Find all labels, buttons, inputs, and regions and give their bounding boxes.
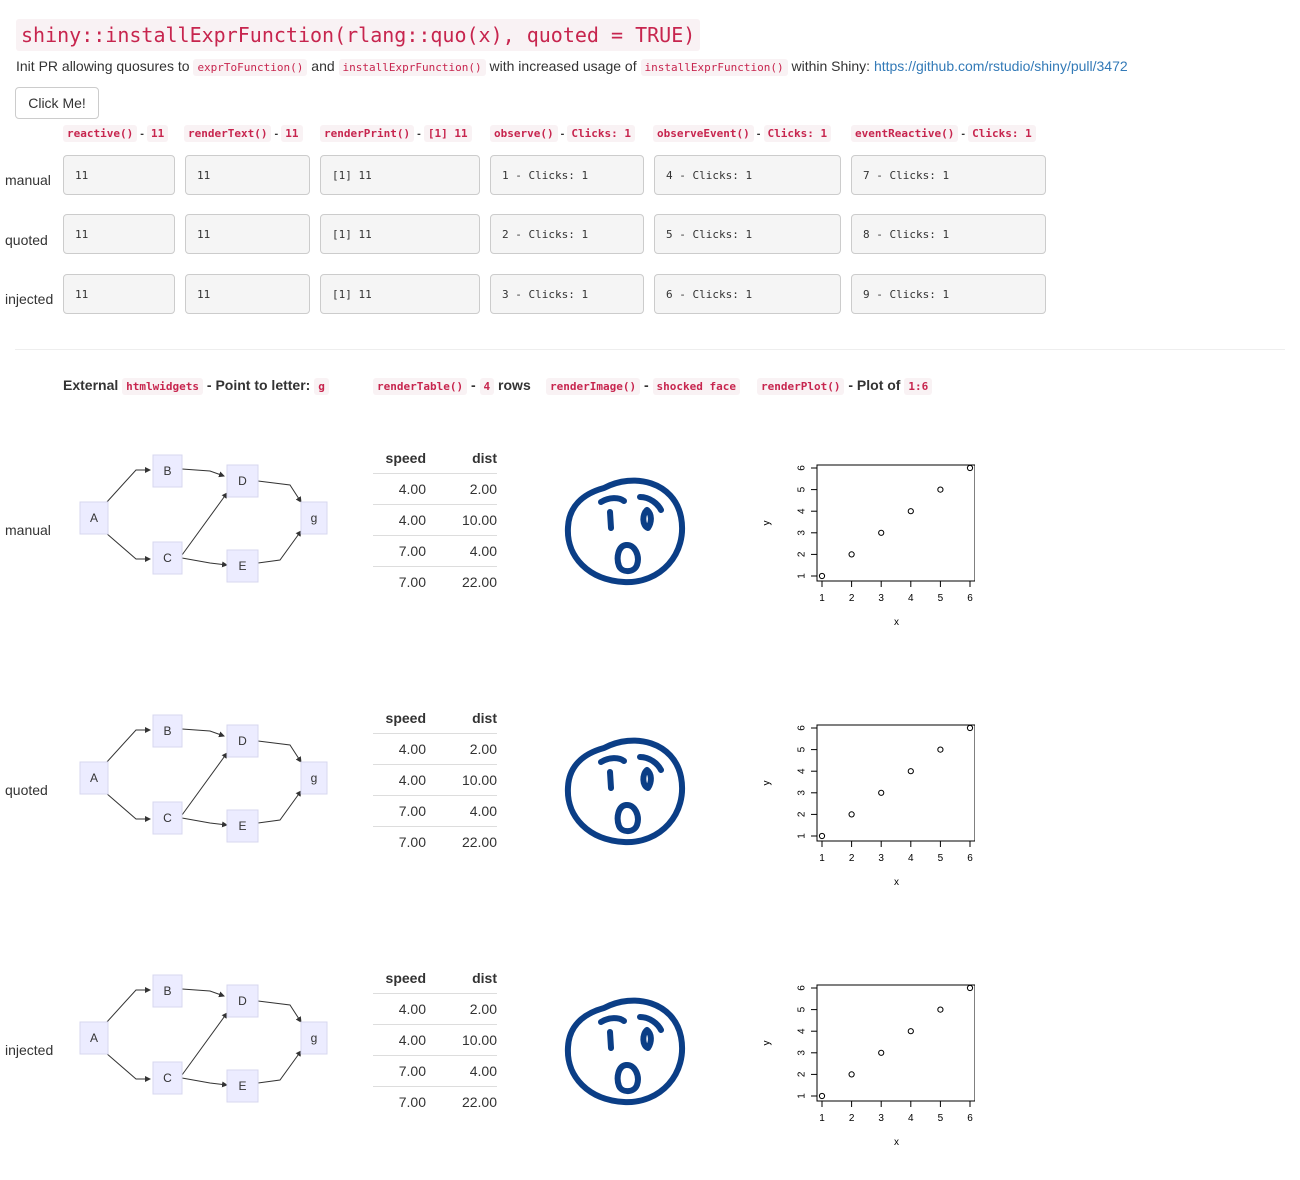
output-box: 11	[185, 274, 310, 314]
output-box: 11	[63, 155, 175, 195]
column-sep: -	[414, 128, 424, 140]
y-tick-label: 3	[796, 1050, 808, 1056]
node-a-label: A	[89, 511, 99, 525]
x-tick-label: 5	[937, 1113, 944, 1124]
x-tick-label: 3	[878, 853, 884, 864]
header-code: 4	[480, 378, 495, 395]
x-tick-label: 2	[848, 593, 855, 604]
scatter-point	[819, 833, 824, 838]
node-d[interactable]	[227, 465, 258, 497]
page-title: shiny::installExprFunction(rlang::quo(x), quoted = TRUE)	[16, 19, 700, 51]
node-e[interactable]	[227, 1070, 258, 1102]
table-cell: 4.00	[426, 536, 497, 567]
y-tick-label: 6	[796, 985, 808, 991]
left-eye	[610, 772, 611, 788]
scatter-point	[879, 790, 884, 795]
table-row	[373, 567, 497, 598]
edge-a-b	[106, 730, 150, 763]
column-header-reactive	[63, 127, 168, 140]
click-me-button[interactable]: Click Me!	[15, 87, 99, 119]
y-axis-label: y	[761, 520, 773, 526]
node-c-label: C	[163, 551, 172, 565]
flow-diagram	[70, 965, 330, 1135]
output-box: 8 - Clicks: 1	[851, 214, 1046, 254]
flow-diagram	[70, 705, 330, 875]
x-tick-label: 3	[878, 593, 884, 604]
edge-e-g	[258, 1051, 301, 1083]
intro-text	[16, 58, 1128, 74]
x-tick-label: 6	[967, 1113, 973, 1124]
node-a[interactable]	[80, 502, 108, 534]
column-header-eventreactive	[851, 127, 1036, 140]
node-b-label: B	[163, 984, 172, 998]
table-cell: 7.00	[373, 536, 426, 567]
y-tick-label: 3	[796, 790, 808, 796]
output-box: 11	[63, 214, 175, 254]
y-tick-label: 2	[796, 1071, 808, 1078]
table-cell: 7.00	[373, 567, 426, 598]
column-val: Clicks: 1	[968, 125, 1036, 142]
y-tick-label: 2	[796, 551, 808, 558]
node-g[interactable]	[301, 502, 327, 534]
output-box: 3 - Clicks: 1	[490, 274, 644, 314]
y-axis-label: y	[761, 780, 773, 786]
x-tick-label: 1	[819, 593, 825, 604]
column-header-observeevent	[653, 127, 831, 140]
node-b-label: B	[163, 464, 172, 478]
scatter-point	[967, 985, 972, 990]
column-fn: observe()	[490, 125, 558, 142]
node-b[interactable]	[153, 455, 182, 487]
edge-c-e	[182, 558, 227, 565]
node-a-label: A	[89, 771, 99, 785]
table-row	[373, 827, 497, 858]
column-val: Clicks: 1	[567, 125, 635, 142]
x-tick-label: 2	[848, 1113, 855, 1124]
header-text: - Plot of	[844, 377, 905, 393]
y-tick-label: 2	[796, 811, 808, 818]
column-fn: eventReactive()	[851, 125, 958, 142]
row-label-injected: injected	[5, 291, 54, 307]
table-header-speed: speed	[385, 450, 426, 466]
edge-c-e	[182, 1078, 227, 1085]
table-cell: 22.00	[426, 567, 497, 598]
header-text: -	[640, 377, 653, 393]
plot-frame	[817, 725, 975, 841]
table-cell: 7.00	[373, 796, 426, 827]
x-tick-label: 5	[937, 593, 944, 604]
table-cell: 4.00	[373, 734, 426, 765]
divider	[15, 349, 1285, 350]
node-e-label: E	[238, 1079, 247, 1093]
table-row	[373, 505, 497, 536]
table-cell: 4.00	[373, 474, 426, 505]
node-g-label: g	[310, 511, 318, 525]
node-g[interactable]	[301, 1022, 327, 1054]
y-tick-label: 4	[796, 1028, 808, 1034]
edge-c-d	[182, 753, 227, 815]
right-eye	[643, 770, 651, 788]
header-code: htmlwidgets	[122, 378, 203, 395]
output-box: 11	[63, 274, 175, 314]
edge-c-e	[182, 818, 227, 825]
y-tick-label: 6	[796, 725, 808, 731]
y-tick-label: 4	[796, 508, 808, 514]
edge-a-c	[106, 1053, 150, 1079]
y-tick-label: 1	[796, 1093, 808, 1099]
right-eyebrow	[640, 1017, 661, 1030]
table-row	[373, 536, 497, 567]
node-e[interactable]	[227, 550, 258, 582]
column-fn: renderText()	[184, 125, 271, 142]
edge-a-b	[106, 470, 150, 503]
output-box: 11	[185, 155, 310, 195]
node-b[interactable]	[153, 975, 182, 1007]
header-code: renderImage()	[546, 378, 640, 395]
output-box: 11	[185, 214, 310, 254]
section-row-label-quoted: quoted	[5, 782, 48, 798]
table-row	[373, 1087, 497, 1118]
intro-code: installExprFunction()	[339, 59, 486, 76]
left-eyebrow	[601, 498, 624, 502]
scatter-plot	[755, 455, 975, 645]
face-outline	[568, 741, 682, 843]
edge-a-c	[106, 533, 150, 559]
node-c-label: C	[163, 1071, 172, 1085]
table-cell: 10.00	[426, 1025, 497, 1056]
right-eyebrow	[640, 757, 661, 770]
table-cell: 4.00	[426, 1056, 497, 1087]
node-a-label: A	[89, 1031, 99, 1045]
x-tick-label: 1	[819, 1113, 825, 1124]
edge-b-d	[182, 729, 224, 736]
table-cell: 2.00	[426, 474, 497, 505]
header-code: shocked face	[653, 378, 740, 395]
column-fn: reactive()	[63, 125, 137, 142]
intro-text-part: Init PR allowing quosures to	[16, 58, 194, 74]
table-cell: 2.00	[426, 994, 497, 1025]
data-table	[373, 963, 497, 1117]
edge-e-g	[258, 791, 301, 823]
node-e[interactable]	[227, 810, 258, 842]
y-tick-label: 5	[796, 746, 808, 753]
x-axis-label: x	[894, 617, 899, 628]
edge-c-d	[182, 1013, 227, 1075]
node-d-label: D	[238, 734, 247, 748]
table-cell: 7.00	[373, 1087, 426, 1118]
node-d-label: D	[238, 994, 247, 1008]
node-e-label: E	[238, 819, 247, 833]
node-e-label: E	[238, 559, 247, 573]
scatter-point	[849, 552, 854, 557]
y-tick-label: 4	[796, 768, 808, 774]
node-a[interactable]	[80, 1022, 108, 1054]
edge-a-b	[106, 990, 150, 1023]
table-row	[373, 1056, 497, 1087]
output-box: 4 - Clicks: 1	[654, 155, 841, 195]
column-header-observe	[490, 127, 635, 140]
edge-c-d	[182, 493, 227, 555]
node-c[interactable]	[153, 802, 182, 834]
table-row	[373, 765, 497, 796]
mouth	[618, 545, 638, 571]
column-header-renderprint	[320, 127, 472, 140]
node-g-label: g	[310, 1031, 318, 1045]
scatter-point	[879, 1050, 884, 1055]
shocked-face-image	[564, 472, 688, 588]
header-text: - Point to letter:	[203, 377, 315, 393]
flow-diagram	[70, 445, 330, 615]
node-b[interactable]	[153, 715, 182, 747]
table-row	[373, 474, 497, 505]
header-code: renderTable()	[373, 378, 467, 395]
intro-text-part: and	[307, 58, 339, 74]
table-header-dist: dist	[472, 710, 497, 726]
column-sep: -	[557, 128, 568, 140]
right-eye	[643, 510, 651, 528]
table-header-row	[373, 443, 497, 474]
column-val: [1] 11	[424, 125, 472, 142]
x-tick-label: 1	[819, 853, 825, 864]
output-box: 6 - Clicks: 1	[654, 274, 841, 314]
section-row-label-manual: manual	[5, 522, 51, 538]
scatter-plot	[755, 975, 975, 1165]
scatter-plot	[755, 715, 975, 905]
pr-link[interactable]: https://github.com/rstudio/shiny/pull/3472	[873, 58, 1128, 74]
table-header-speed: speed	[385, 970, 426, 986]
mouth	[618, 805, 638, 831]
data-table	[373, 703, 497, 857]
edge-d-g	[258, 741, 301, 762]
edge-a-c	[106, 793, 150, 819]
plot-frame	[817, 985, 975, 1101]
mouth	[618, 1065, 638, 1091]
data-table	[373, 443, 497, 597]
node-c[interactable]	[153, 542, 182, 574]
table-cell: 7.00	[373, 1056, 426, 1087]
y-tick-label: 5	[796, 1006, 808, 1013]
x-tick-label: 6	[967, 853, 973, 864]
edge-b-d	[182, 989, 224, 996]
node-c-label: C	[163, 811, 172, 825]
scatter-point	[849, 812, 854, 817]
right-eyebrow	[640, 497, 661, 510]
scatter-point	[938, 1007, 943, 1012]
htmlwidgets-header	[63, 377, 329, 393]
table-cell: 2.00	[426, 734, 497, 765]
output-box: [1] 11	[320, 274, 480, 314]
x-tick-label: 4	[908, 1113, 914, 1124]
node-c[interactable]	[153, 1062, 182, 1094]
table-cell: 10.00	[426, 765, 497, 796]
node-d[interactable]	[227, 725, 258, 757]
scatter-point	[908, 769, 913, 774]
rendertable-header	[373, 377, 531, 393]
y-tick-label: 5	[796, 486, 808, 493]
row-label-quoted: quoted	[5, 232, 48, 248]
x-tick-label: 4	[908, 593, 914, 604]
left-eyebrow	[601, 758, 624, 762]
table-header-dist: dist	[472, 450, 497, 466]
y-tick-label: 3	[796, 530, 808, 536]
column-sep: -	[753, 128, 764, 140]
shocked-face-image	[564, 732, 688, 848]
node-b-label: B	[163, 724, 172, 738]
column-fn: observeEvent()	[653, 125, 754, 142]
table-row	[373, 796, 497, 827]
table-row	[373, 734, 497, 765]
table-header-dist: dist	[472, 970, 497, 986]
node-a[interactable]	[80, 762, 108, 794]
table-cell: 22.00	[426, 827, 497, 858]
scatter-point	[819, 1093, 824, 1098]
edge-d-g	[258, 481, 301, 502]
output-box: 9 - Clicks: 1	[851, 274, 1046, 314]
column-val: 11	[281, 125, 302, 142]
section-row-label-injected: injected	[5, 1042, 54, 1058]
x-axis-label: x	[894, 877, 899, 888]
header-code: renderPlot()	[757, 378, 844, 395]
y-axis-label: y	[761, 1040, 773, 1046]
edge-d-g	[258, 1001, 301, 1022]
column-val: Clicks: 1	[764, 125, 832, 142]
x-tick-label: 6	[967, 593, 973, 604]
edge-e-g	[258, 531, 301, 563]
output-box: 1 - Clicks: 1	[490, 155, 644, 195]
x-axis-label: x	[894, 1137, 899, 1148]
node-d-label: D	[238, 474, 247, 488]
column-sep: -	[137, 128, 148, 140]
node-d[interactable]	[227, 985, 258, 1017]
scatter-point	[908, 509, 913, 514]
scatter-point	[908, 1029, 913, 1034]
left-eye	[610, 512, 611, 528]
scatter-point	[849, 1072, 854, 1077]
intro-text-part: within Shiny:	[787, 58, 874, 74]
column-sep: -	[271, 128, 282, 140]
scatter-point	[938, 747, 943, 752]
output-box: [1] 11	[320, 214, 480, 254]
table-row	[373, 1025, 497, 1056]
header-text: External	[63, 377, 123, 393]
table-row	[373, 994, 497, 1025]
output-box: 2 - Clicks: 1	[490, 214, 644, 254]
table-cell: 4.00	[373, 994, 426, 1025]
table-cell: 4.00	[373, 505, 426, 536]
table-cell: 22.00	[426, 1087, 497, 1118]
face-outline	[568, 1001, 682, 1103]
plot-frame	[817, 465, 975, 581]
table-cell: 4.00	[373, 765, 426, 796]
table-cell: 4.00	[426, 796, 497, 827]
header-text: -	[467, 377, 480, 393]
output-box: [1] 11	[320, 155, 480, 195]
header-text: rows	[494, 377, 531, 393]
header-code: 1:6	[904, 378, 932, 395]
y-tick-label: 6	[796, 465, 808, 471]
table-cell: 7.00	[373, 827, 426, 858]
table-header-row	[373, 703, 497, 734]
scatter-point	[879, 530, 884, 535]
renderplot-header	[757, 377, 932, 393]
x-tick-label: 4	[908, 853, 914, 864]
x-tick-label: 5	[937, 853, 944, 864]
left-eye	[610, 1032, 611, 1048]
left-eyebrow	[601, 1018, 624, 1022]
output-box: 7 - Clicks: 1	[851, 155, 1046, 195]
intro-code: exprToFunction()	[193, 59, 307, 76]
node-g-label: g	[310, 771, 318, 785]
scatter-point	[967, 725, 972, 730]
table-cell: 10.00	[426, 505, 497, 536]
header-code: g	[314, 378, 329, 395]
table-header-row	[373, 963, 497, 994]
column-header-rendertext	[184, 127, 303, 140]
scatter-point	[819, 573, 824, 578]
scatter-point	[938, 487, 943, 492]
column-fn: renderPrint()	[320, 125, 414, 142]
output-box: 5 - Clicks: 1	[654, 214, 841, 254]
column-sep: -	[958, 128, 969, 140]
y-tick-label: 1	[796, 573, 808, 579]
node-g[interactable]	[301, 762, 327, 794]
table-header-speed: speed	[385, 710, 426, 726]
intro-code: installExprFunction()	[641, 59, 788, 76]
scatter-point	[967, 465, 972, 470]
x-tick-label: 2	[848, 853, 855, 864]
right-eye	[643, 1030, 651, 1048]
intro-text-part: with increased usage of	[485, 58, 641, 74]
table-cell: 4.00	[373, 1025, 426, 1056]
face-outline	[568, 481, 682, 583]
row-label-manual: manual	[5, 172, 51, 188]
y-tick-label: 1	[796, 833, 808, 839]
shocked-face-image	[564, 992, 688, 1108]
edge-b-d	[182, 469, 224, 476]
column-val: 11	[147, 125, 168, 142]
renderimage-header	[546, 377, 740, 393]
x-tick-label: 3	[878, 1113, 884, 1124]
